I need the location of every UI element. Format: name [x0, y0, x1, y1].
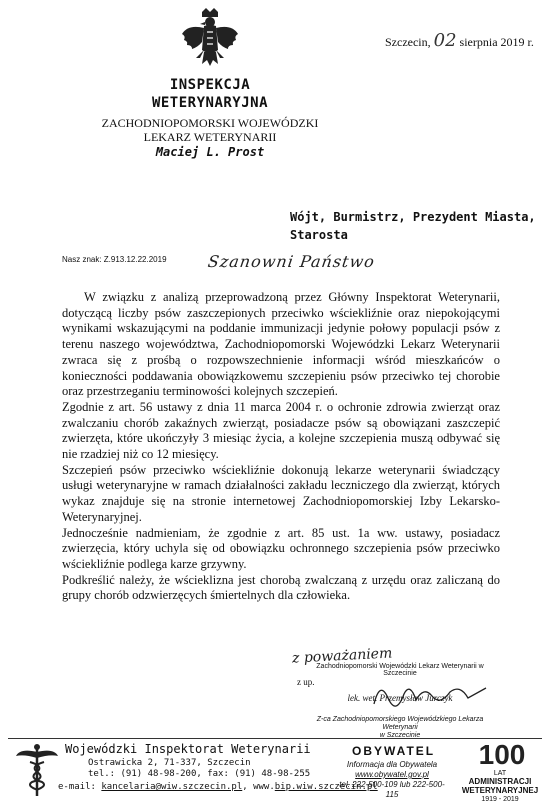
anniversary-number: 100 [478, 739, 526, 768]
handwritten-closing: z poważaniem [291, 645, 393, 667]
eagle-emblem-icon [178, 6, 242, 74]
signature-role-city: w Szczecinie [379, 732, 421, 739]
letter-body [62, 290, 500, 604]
obywatel-info-title: Informacja dla Obywatela [346, 760, 438, 769]
inspection-title-line1: INSPEKCJA [169, 77, 251, 93]
recipient-line1: Wójt, Burmistrz, Prezydent Miasta, [290, 210, 536, 224]
inspection-subtitle [80, 116, 340, 144]
recipient-line2: Starosta [290, 228, 348, 242]
date-day: 02 [433, 30, 457, 51]
footer-www-link[interactable]: bip.wiw.szczecin.pl [274, 782, 378, 792]
inspection-title-line2: WETERYNARYJNA [151, 95, 269, 111]
body-paragraph-4: Jednocześnie nadmieniam, że zgodnie z art. 85 ust. 1a ww. ustawy, posiadacz zwierzęcia, który uchyla się od obowiązku ochronnego szczepienia psów przeciwko wściekliźnie podlega karze grzywny. [62, 525, 500, 571]
anniversary-line1: ADMINISTRACJI [468, 777, 532, 786]
footer-email-label: e-mail: [58, 782, 96, 792]
anniversary-years: 1919 - 2019 [481, 796, 519, 803]
footer-street: Ostrawicka 2, 71-337, Szczecin [88, 758, 251, 768]
recipient-block [290, 208, 540, 244]
handwritten-greeting: Szanowni Państwo [206, 252, 377, 271]
signature-zup: z up. [297, 677, 315, 687]
footer-org-name: Wojewódzki Inspektorat Weterynarii [65, 742, 311, 756]
anniversary-text [450, 770, 550, 804]
anniversary-line2: WETERYNARYJNEJ [461, 786, 539, 795]
inspection-subtitle-line1: ZACHODNIOPOMORSKI WOJEWÓDZKI [101, 116, 319, 130]
footer-email-link[interactable]: kancelaria@wiw.szczecin.pl [101, 782, 243, 792]
reference-number: Nasz znak: Z.913.12.22.2019 [62, 255, 167, 264]
signature-role [300, 716, 500, 740]
signature-stamp-title: Zachodniopomorski Wojewódzki Lekarz Weterynarii w Szczecinie [316, 663, 484, 677]
body-paragraph-5: Podkreślić należy, że wścieklizna jest chorobą zwalczaną z urzędu oraz zaliczaną do grupy chorób odzwierzęcych śmiertelnych dla człowieka. [62, 572, 500, 603]
obywatel-info [337, 760, 447, 800]
inspection-subtitle-line2: LEKARZ WETERYNARII [143, 130, 277, 144]
date-month-year: sierpnia 2019 r. [459, 35, 534, 49]
footer-phones: tel.: (91) 48-98-200, fax: (91) 48-98-255 [88, 769, 311, 779]
footer-contact [58, 782, 378, 792]
officer-name: Maciej L. Prost [155, 145, 265, 159]
anniversary-logo-icon [462, 738, 542, 768]
obywatel-phone: tel. 222-500-109 lub 222-500-115 [339, 780, 445, 799]
date-line [385, 30, 534, 51]
inspection-title [120, 76, 300, 112]
footer-www-separator: , www. [242, 782, 275, 792]
signature-name: lek. wet. Przemysław Jurczyk [347, 693, 453, 703]
obywatel-web-link[interactable]: www.obywatel.gov.pl [355, 770, 429, 779]
caduceus-logo-icon [14, 742, 60, 798]
date-place: Szczecin, [385, 35, 431, 49]
body-paragraph-2: Zgodnie z art. 56 ustawy z dnia 11 marca 2004 r. o ochronie zdrowia zwierząt oraz zwalczaniu chorób zakaźnych zwierząt, posiadacze psów są obowiązani zaszczepić zwierzęta, które ukończyły 3 miesiąc życia, a kolejne szczepienia muszą odbywać się nie rzadziej niż co 12 miesięcy. [62, 399, 500, 462]
body-paragraph-1: W związku z analizą przeprowadzoną przez Główny Inspektorat Weterynarii, dotyczącą liczby psów zaszczepionych przeciwko wściekliźnie oraz niepokojącymi wynikami wskazującymi na poddanie immunizacji jedynie połowy populacji psów z terenu naszego województwa, Zachodniopomorski Wojewódzki Lekarz Weterynarii zwraca się z prośbą o rozpowszechnienie informacji wśród mieszkańców o konieczności poddawania obowiązkowemu szczepieniu psów przeciwko tej chorobie oraz przestrzeganiu terminowości kolejnych szczepień. [62, 290, 500, 399]
obywatel-logo: OBYWATEL [352, 744, 436, 758]
footer-address [88, 758, 310, 780]
anniversary-lat: LAT [493, 770, 507, 777]
signature-role-line1: Z-ca Zachodniopomorskiego Wojewódzkiego Lekarza Weterynarii [316, 716, 484, 731]
body-paragraph-3: Szczepień psów przeciwko wściekliźnie dokonują lekarze weterynarii świadczący usługi weterynaryjne w ramach działalności zakładu leczniczego dla zwierząt, których wykaz znajduje się na stronie internetowej Zachodniopomorskiej Izby Lekarsko-Weterynaryjnej. [62, 462, 500, 524]
